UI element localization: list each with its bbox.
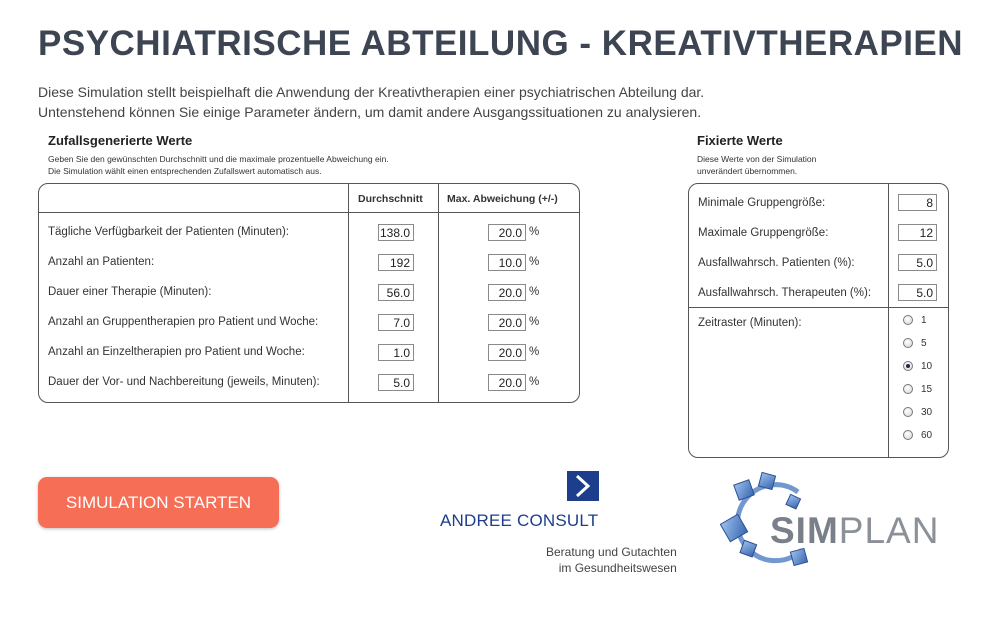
zeitraster-option-10[interactable]: [903, 358, 932, 374]
random-row-label: Dauer einer Therapie (Minuten):: [48, 286, 212, 298]
random-row-label: Anzahl an Gruppentherapien pro Patient und Woche:: [48, 316, 319, 328]
andree-consult-logo-name: ANDREE CONSULT: [440, 511, 599, 530]
table-header-divider: [39, 212, 579, 213]
average-input[interactable]: [378, 224, 414, 241]
average-input[interactable]: [378, 254, 414, 271]
percent-sign: %: [529, 376, 540, 388]
start-simulation-button[interactable]: SIMULATION STARTEN: [38, 477, 279, 528]
radio-button[interactable]: [903, 384, 913, 394]
andree-consult-logo-mark: [567, 471, 599, 501]
table-divider: [348, 184, 349, 402]
radio-label: 10: [921, 360, 933, 372]
andree-consult-tagline-1: Beratung und Gutachten: [546, 545, 677, 559]
percent-sign: %: [529, 316, 540, 328]
random-row-label: Anzahl an Einzeltherapien pro Patient und Woche:: [48, 346, 305, 358]
fixed-value-input[interactable]: [898, 194, 937, 211]
fixed-row-label: Ausfallwahrsch. Therapeuten (%):: [698, 287, 872, 299]
deviation-input[interactable]: [488, 284, 526, 301]
column-header-deviation: Max. Abweichung (+/-): [447, 193, 558, 205]
random-row-label: Dauer der Vor- und Nachbereitung (jeweils, Minuten):: [48, 376, 320, 388]
random-section-title: Zufallsgenerierte Werte: [48, 133, 193, 148]
average-input[interactable]: [378, 374, 414, 391]
chevron-right-icon: [567, 471, 599, 501]
simplan-logo-text-light: PLAN: [838, 510, 940, 551]
percent-sign: %: [529, 256, 540, 268]
radio-button[interactable]: [903, 430, 913, 440]
fixed-row-label: Ausfallwahrsch. Patienten (%):: [698, 257, 855, 269]
fixed-subtitle-line-1: Diese Werte von der Simulation: [697, 154, 817, 164]
zeitraster-option-1[interactable]: [903, 312, 927, 328]
table-divider: [438, 184, 439, 402]
simplan-logo-text: [770, 510, 939, 552]
radio-label: 15: [921, 383, 933, 395]
fixed-values-table: [688, 183, 949, 458]
radio-label: 30: [921, 406, 933, 418]
zeitraster-option-15[interactable]: [903, 381, 932, 397]
fixed-value-input[interactable]: [898, 224, 937, 241]
zeitraster-label: Zeitraster (Minuten):: [698, 317, 802, 329]
table-divider: [888, 184, 889, 457]
fixed-row-label: Minimale Gruppengröße:: [698, 197, 826, 209]
radio-label: 1: [921, 314, 927, 326]
table-section-divider: [689, 307, 948, 308]
andree-consult-tagline-2: im Gesundheitswesen: [558, 561, 677, 575]
average-input[interactable]: [378, 284, 414, 301]
simplan-logo-text-bold: SIM: [770, 510, 839, 551]
fixed-section-subtitle: [697, 153, 816, 177]
percent-sign: %: [529, 346, 540, 358]
deviation-input[interactable]: [488, 374, 526, 391]
deviation-input[interactable]: [488, 314, 526, 331]
radio-label: 60: [921, 429, 933, 441]
column-header-average: Durchschnitt: [358, 193, 423, 205]
deviation-input[interactable]: [488, 254, 526, 271]
intro-line-2: Untenstehend können Sie einige Parameter ändern, um damit andere Ausgangssituationen zu analysieren.: [38, 104, 702, 120]
fixed-row-label: Maximale Gruppengröße:: [698, 227, 829, 239]
fixed-section-title: Fixierte Werte: [697, 133, 783, 148]
deviation-input[interactable]: [488, 224, 526, 241]
random-row-label: Anzahl an Patienten:: [48, 256, 155, 268]
radio-button[interactable]: [903, 361, 913, 371]
radio-button[interactable]: [903, 315, 913, 325]
zeitraster-option-60[interactable]: [903, 427, 932, 443]
percent-sign: %: [529, 286, 540, 298]
radio-label: 5: [921, 337, 927, 349]
random-row-label: Tägliche Verfügbarkeit der Patienten (Minuten):: [48, 226, 289, 238]
zeitraster-option-5[interactable]: [903, 335, 927, 351]
page-title: PSYCHIATRISCHE ABTEILUNG - KREATIVTHERAPIEN: [38, 24, 964, 63]
random-section-subtitle: [48, 153, 389, 177]
random-values-table: [38, 183, 580, 403]
average-input[interactable]: [378, 344, 414, 361]
random-subtitle-line-2: Die Simulation wählt einen entsprechenden Zufallswert automatisch aus.: [48, 166, 322, 176]
zeitraster-option-30[interactable]: [903, 404, 932, 420]
intro-line-1: Diese Simulation stellt beispielhaft die Anwendung der Kreativtherapien einer psychiatrischen Abteilung dar.: [38, 84, 705, 100]
fixed-subtitle-line-2: unverändert übernommen.: [697, 166, 798, 176]
percent-sign: %: [529, 226, 540, 238]
intro-text: [38, 82, 704, 122]
radio-button[interactable]: [903, 407, 913, 417]
radio-button[interactable]: [903, 338, 913, 348]
andree-consult-tagline: [530, 544, 677, 576]
deviation-input[interactable]: [488, 344, 526, 361]
fixed-value-input[interactable]: [898, 254, 937, 271]
average-input[interactable]: [378, 314, 414, 331]
fixed-value-input[interactable]: [898, 284, 937, 301]
random-subtitle-line-1: Geben Sie den gewünschten Durchschnitt und die maximale prozentuelle Abweichung ein.: [48, 154, 389, 164]
